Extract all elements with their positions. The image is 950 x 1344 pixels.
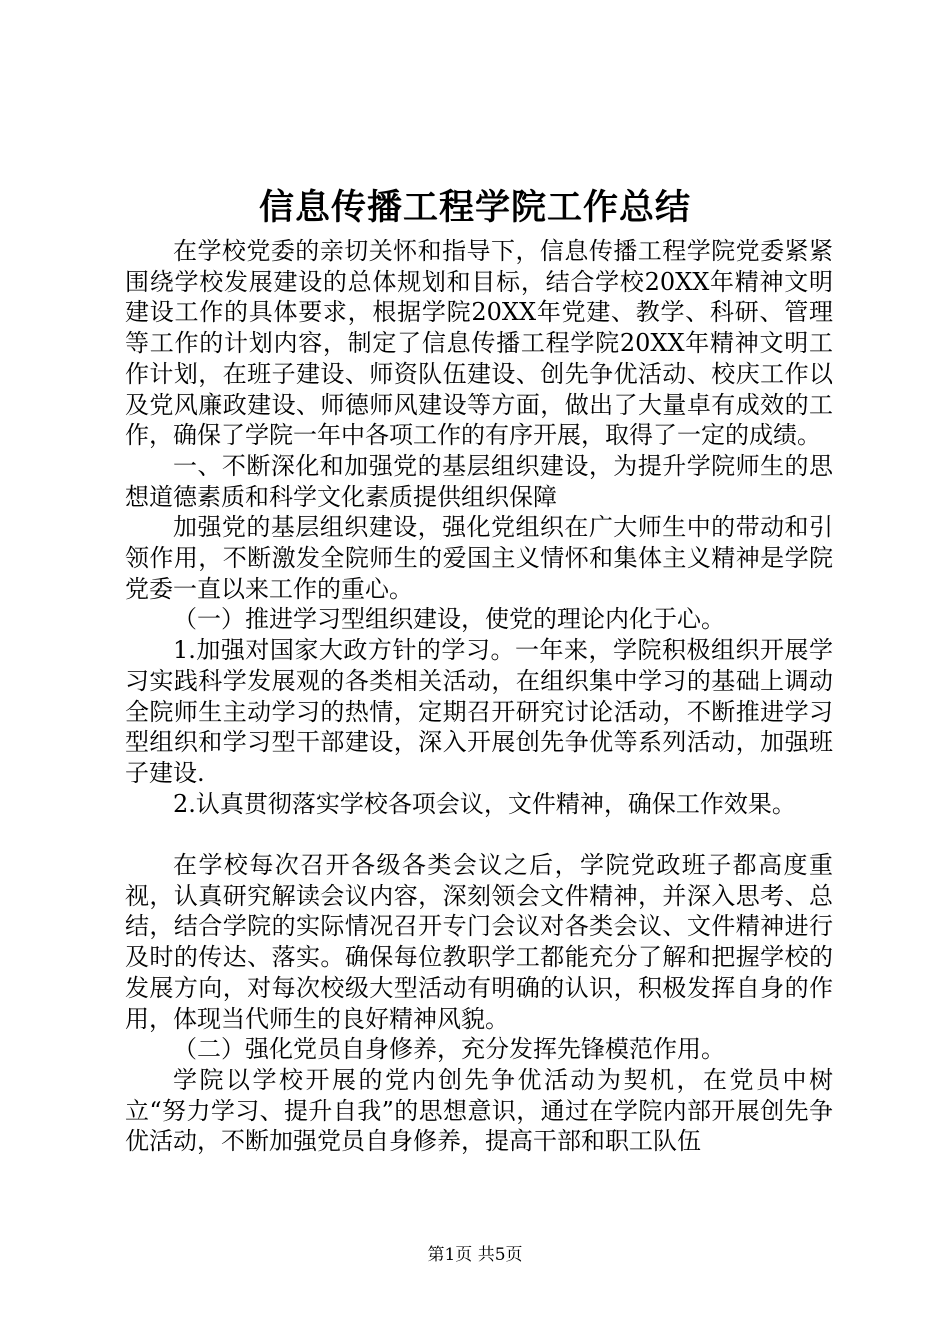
item-2-heading: 2.认真贯彻落实学校各项会议，文件精神，确保工作效果。 — [173, 789, 796, 818]
subsection-2-paragraph: 学院以学校开展的党内创先争优活动为契机，在党员中树立“努力学习、提升自我”的思想意识，通过在学院内部开展创先争优活动，不断加强党员自身修养，提高干部和职工队伍 — [125, 1065, 833, 1156]
subsection-heading-1: （一）推进学习型组织建设，使党的理论内化于心。 — [173, 605, 725, 634]
document-title: 信息传播工程学院工作总结 — [258, 187, 691, 228]
intro-paragraph: 在学校党委的亲切关怀和指导下，信息传播工程学院党委紧紧围绕学校发展建设的总体规划和目标，结合学校20XX年精神文明建设工作的具体要求，根据学院20XX年党建、教学、科研、管理等工作的计划内容，制定了信息传播工程学院20XX年精神文明工作计划，在班子建设、师资队伍建设、创先争优活动、校庆工作以及党风廉政建设、师德师风建设等方面，做出了大量卓有成效的工作，确保了学院一年中各项工作的有序开展，取得了一定的成绩。 — [125, 237, 833, 450]
item-2-paragraph: 在学校每次召开各级各类会议之后，学院党政班子都高度重视，认真研究解读会议内容，深刻领会文件精神，并深入思考、总结，结合学院的实际情况召开专门会议对各类会议、文件精神进行及时的传达、落实。确保每位教职学工都能充分了解和把握学校的发展方向，对每次校级大型活动有明确的认识，积极发挥自身的作用，体现当代师生的良好精神风貌。 — [125, 851, 833, 1033]
section-1-paragraph: 加强党的基层组织建设，强化党组织在广大师生中的带动和引领作用，不断激发全院师生的爱国主义情怀和集体主义精神是学院党委一直以来工作的重心。 — [125, 513, 833, 603]
subsection-heading-2: （二）强化党员自身修养，充分发挥先锋模范作用。 — [173, 1035, 725, 1064]
blank-line — [125, 819, 833, 850]
item-1-paragraph: 1.加强对国家大政方针的学习。一年来，学院积极组织开展学习实践科学发展观的各类相关活动，在组织集中学习的基础上调动全院师生主动学习的热情，定期召开研究讨论活动，不断推进学习型组织和学习型干部建设，深入开展创先争优等系列活动，加强班子建设. — [125, 636, 833, 787]
page-number: 第1页 共5页 — [427, 1245, 523, 1265]
section-heading-1: 一、不断深化和加强党的基层组织建设，为提升学院师生的思想道德素质和科学文化素质提供组织保障 — [125, 451, 833, 511]
document-body — [125, 236, 833, 1157]
